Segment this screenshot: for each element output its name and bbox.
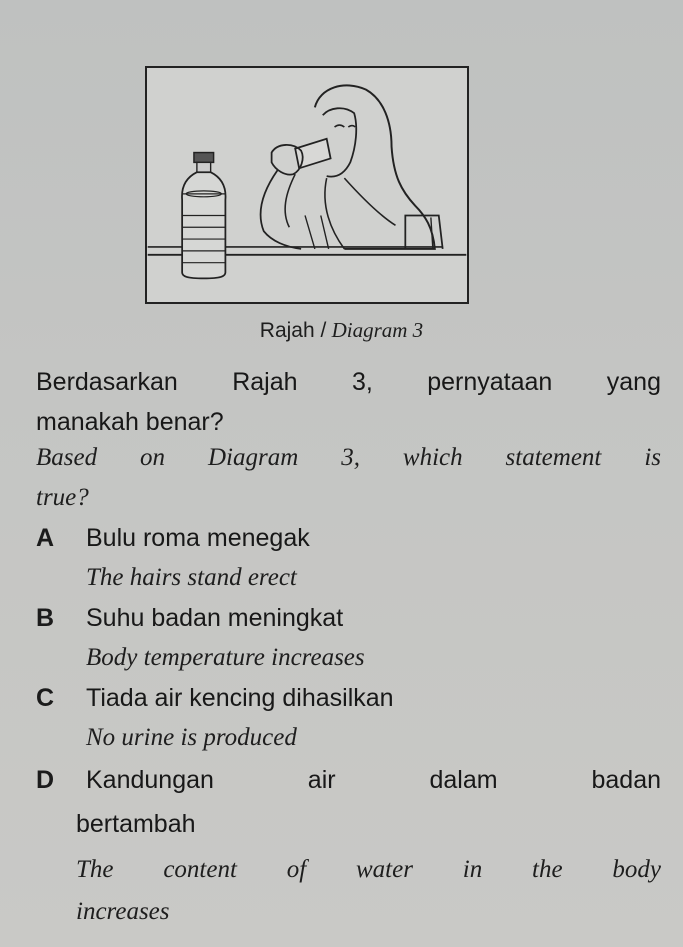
option-letter: B — [36, 604, 55, 632]
option-d-malay-line-1: Kandungan air dalam badan — [86, 766, 661, 794]
option-letter: C — [36, 684, 55, 712]
girl-drinking-water-illustration — [147, 68, 467, 302]
option-d-malay-line-2: bertambah — [76, 810, 196, 838]
option-a-english: The hairs stand erect — [86, 564, 297, 591]
caption-malay: Rajah / — [259, 319, 327, 342]
question-malay — [36, 362, 661, 442]
option-a-malay: Bulu roma menegak — [86, 524, 310, 552]
question-english — [36, 438, 661, 518]
option-d-english-line-2: increases — [76, 898, 170, 925]
question-english-line-1: Based on Diagram 3, which statement is — [36, 444, 661, 471]
question-malay-line-2: manakah benar? — [36, 408, 224, 436]
option-b-malay: Suhu badan meningkat — [86, 604, 344, 632]
caption-english: Diagram 3 — [331, 318, 424, 342]
diagram-3 — [145, 66, 469, 304]
question-malay-line-1: Berdasarkan Rajah 3, pernyataan yang — [36, 368, 661, 396]
option-b-english: Body temperature increases — [86, 644, 365, 671]
diagram-caption — [0, 318, 683, 343]
option-d-english-line-1: The content of water in the body — [76, 856, 661, 883]
option-letter: A — [36, 524, 55, 552]
option-d[interactable] — [36, 760, 661, 940]
option-letter: D — [36, 766, 55, 794]
option-c-english: No urine is produced — [86, 724, 297, 751]
option-c-malay: Tiada air kencing dihasilkan — [86, 684, 394, 712]
question-english-line-2: true? — [36, 484, 89, 511]
